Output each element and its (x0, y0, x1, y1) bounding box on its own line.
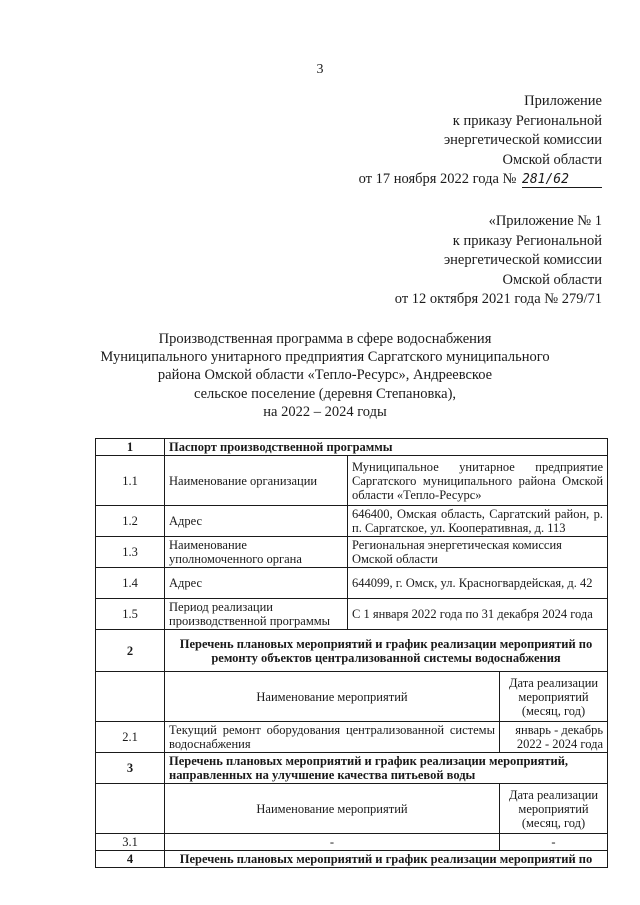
appendix-line: Приложение (524, 93, 602, 109)
section-title: Перечень плановых мероприятий и график реализации мероприятий по ремонту объектов централизованной системы водоснабжения (165, 630, 608, 672)
section-row (96, 630, 608, 672)
original-appendix-header (395, 212, 602, 310)
row-label: Адрес (165, 568, 348, 599)
section-number: 2 (96, 630, 165, 672)
row-value: С 1 января 2022 года по 31 декабря 2024 года (348, 599, 608, 630)
original-appendix-line: от 12 октября 2021 года № 279/71 (394, 291, 602, 307)
column-header-date: Дата реализации мероприятий (месяц, год) (500, 672, 608, 722)
handwritten-order-number: 281/62 (522, 173, 602, 188)
row-value: Региональная энергетическая комиссия Омской области (348, 537, 608, 568)
appendix-date: от 17 ноября 2022 года № (358, 171, 517, 187)
section-row (96, 753, 608, 784)
table-row (96, 568, 608, 599)
section-number: 4 (96, 851, 165, 868)
row-value: Муниципальное унитарное предприятие Саргатского муниципального района Омской области «Тепло-Ресурс» (348, 456, 608, 506)
section-title: Паспорт производственной программы (165, 439, 608, 456)
section-title: Перечень плановых мероприятий и график реализации мероприятий по (165, 851, 608, 868)
section-row (96, 851, 608, 868)
title-line: сельское поселение (деревня Степановка), (193, 385, 457, 402)
row-value: 646400, Омская область, Саргатский район, р. п. Саргатское, ул. Кооперативная, д. 113 (348, 506, 608, 537)
row-value: Текущий ремонт оборудования централизованной системы водоснабжения (165, 722, 500, 753)
program-table (95, 438, 608, 868)
row-label: Период реализации производственной программы (165, 599, 348, 630)
title-line: Производственная программа в сфере водоснабжения (158, 331, 492, 347)
column-header-name: Наименование мероприятий (165, 784, 500, 834)
original-appendix-line: к приказу Региональной (452, 232, 602, 249)
section-number: 1 (96, 439, 165, 456)
table-header-row (96, 672, 608, 722)
appendix-line: к приказу Региональной (452, 112, 602, 129)
row-value: 644099, г. Омск, ул. Красногвардейская, д. 42 (348, 568, 608, 599)
row-date: - (500, 834, 608, 851)
appendix-date-line (359, 170, 602, 190)
section-number: 3 (96, 753, 165, 784)
page-number: 3 (316, 62, 324, 77)
title-line: района Омской области «Тепло-Ресурс», Андреевское (157, 367, 493, 384)
appendix-line: Омской области (502, 151, 602, 168)
original-appendix-line: энергетической комиссии (443, 252, 602, 268)
table-row (96, 506, 608, 537)
row-number: 3.1 (96, 834, 165, 851)
row-number: 1.2 (96, 506, 165, 537)
appendix-header (359, 92, 602, 190)
row-date: январь - декабрь 2022 - 2024 года (500, 722, 608, 753)
row-label: Наименование уполномоченного органа (165, 537, 348, 568)
table-row (96, 722, 608, 753)
table-row (96, 599, 608, 630)
row-value: - (165, 834, 500, 851)
title-line: Муниципального унитарного предприятия Саргатского муниципального (100, 349, 550, 366)
row-number: 1.4 (96, 568, 165, 599)
section-title: Перечень плановых мероприятий и график реализации мероприятий, направленных на улучшение качества питьевой воды (165, 753, 608, 784)
original-appendix-line: Омской области (502, 271, 602, 288)
row-number: 1.1 (96, 456, 165, 506)
row-number: 1.3 (96, 537, 165, 568)
table-header-row (96, 784, 608, 834)
row-label: Наименование организации (165, 456, 348, 506)
title-line: на 2022 – 2024 годы (263, 403, 387, 420)
empty-cell (96, 784, 165, 834)
row-number: 2.1 (96, 722, 165, 753)
row-number: 1.5 (96, 599, 165, 630)
column-header-name: Наименование мероприятий (165, 672, 500, 722)
section-row (96, 439, 608, 456)
document-title (60, 330, 590, 421)
original-appendix-line: «Приложение № 1 (488, 213, 602, 229)
table-row (96, 834, 608, 851)
row-label: Адрес (165, 506, 348, 537)
empty-cell (96, 672, 165, 722)
column-header-date: Дата реализации мероприятий (месяц, год) (500, 784, 608, 834)
appendix-line: энергетической комиссии (443, 132, 602, 148)
table-row (96, 537, 608, 568)
table-row (96, 456, 608, 506)
